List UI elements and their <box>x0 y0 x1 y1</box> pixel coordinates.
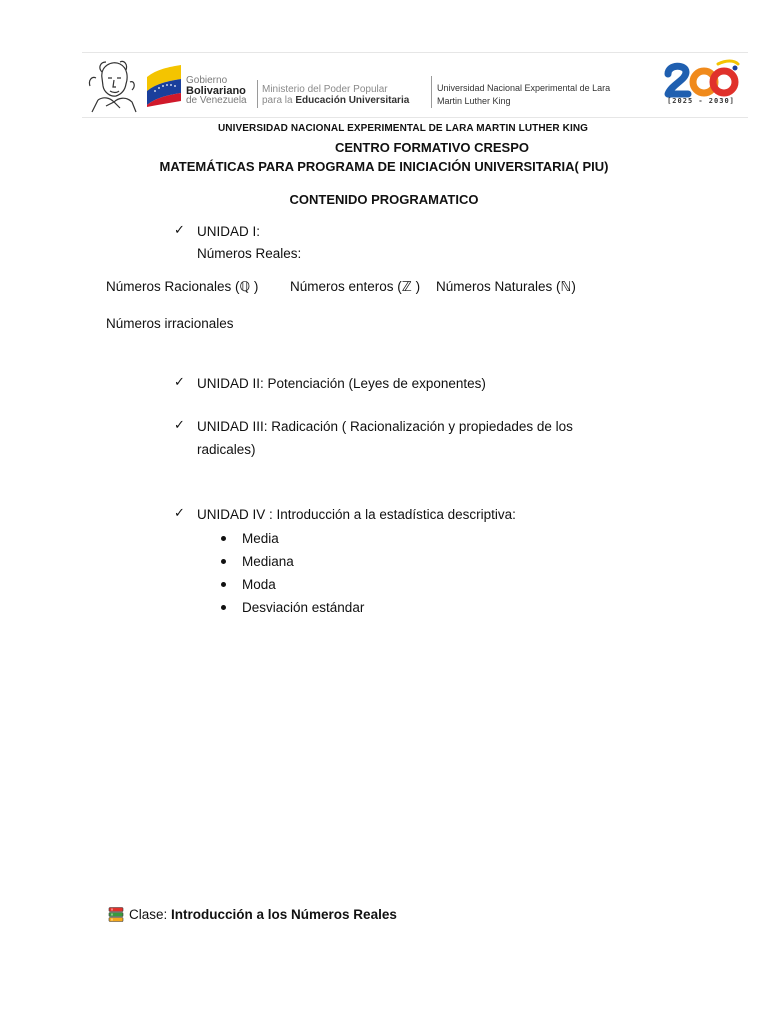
bullet-icon <box>221 536 226 541</box>
unit1-subtitle: Números Reales: <box>197 246 302 261</box>
clase-value: Introducción a los Números Reales <box>171 907 397 922</box>
contenido-heading: CONTENIDO PROGRAMATICO <box>289 192 479 207</box>
numeros-enteros: Números enteros (ℤ ) <box>290 279 421 294</box>
ministerio-line2-prefix: para la <box>262 95 293 106</box>
checkmark-icon: ✓ <box>174 505 185 520</box>
gobierno-bolivariano-label <box>186 76 247 106</box>
program-title: MATEMÁTICAS PARA PROGRAMA DE INICIACIÓN UNIVERSITARIA( PIU) <box>159 159 609 174</box>
checkmark-icon: ✓ <box>174 417 185 432</box>
bullet-icon <box>221 559 226 564</box>
list-item: Moda <box>242 577 276 592</box>
bolivar-portrait-icon <box>86 56 140 114</box>
university-title: UNIVERSIDAD NACIONAL EXPERIMENTAL DE LARA MARTIN LUTHER KING <box>217 123 589 134</box>
venezuela-line: de Venezuela <box>186 95 247 106</box>
checkmark-icon: ✓ <box>174 374 185 389</box>
clase-label: Clase: <box>129 907 168 922</box>
gobierno-line: Gobierno <box>186 75 228 86</box>
books-icon <box>108 907 124 922</box>
divider <box>431 76 432 108</box>
divider <box>257 80 258 108</box>
bullet-icon <box>221 605 226 610</box>
list-item: Mediana <box>242 554 294 569</box>
ministerio-line1: Ministerio del Poder Popular <box>262 84 388 95</box>
unit1-title: UNIDAD I: <box>197 224 261 239</box>
clase-line <box>129 905 397 925</box>
unit4-title: UNIDAD IV : Introducción a la estadística descriptiva: <box>197 507 516 522</box>
unit3-title-line2: radicales) <box>197 442 256 457</box>
universidad-label <box>437 82 610 108</box>
bolivariano-line: Bolivariano <box>186 85 246 97</box>
numeros-racionales: Números Racionales (ℚ ) <box>106 279 259 294</box>
universidad-line1: Universidad Nacional Experimental de Lara <box>437 83 611 93</box>
numeros-irracionales: Números irracionales <box>106 316 234 331</box>
bullet-icon <box>221 582 226 587</box>
list-item: Desviación estándar <box>242 600 365 615</box>
centro-title: CENTRO FORMATIVO CRESPO <box>334 140 530 155</box>
numeros-naturales: Números Naturales (ℕ) <box>436 279 576 294</box>
ministerio-line2 <box>262 95 409 106</box>
universidad-line2: Martin Luther King <box>437 96 511 106</box>
unit2-title: UNIDAD II: Potenciación (Leyes de exponentes) <box>197 376 486 391</box>
venezuela-flag-icon <box>145 63 183 107</box>
checkmark-icon: ✓ <box>174 222 185 237</box>
list-item: Media <box>242 531 279 546</box>
logo-years: [2025 - 2030] <box>667 97 735 105</box>
ministerio-label <box>262 84 409 106</box>
ministerio-line2-bold: Educación Universitaria <box>295 95 410 106</box>
unit3-title-line1: UNIDAD III: Radicación ( Racionalización y propiedades de los <box>197 419 573 434</box>
